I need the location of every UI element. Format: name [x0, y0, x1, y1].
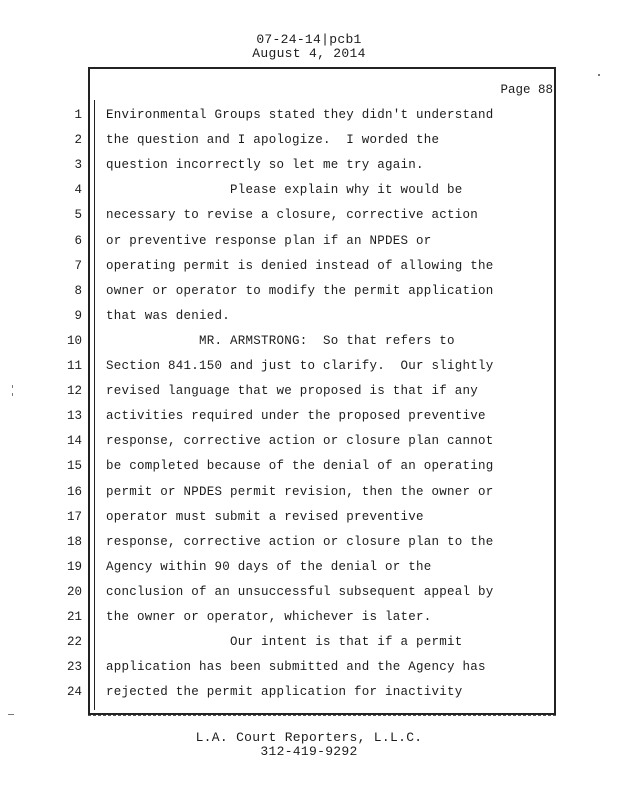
line-number: 3 [74, 158, 82, 172]
line-number: 14 [66, 434, 82, 448]
reporter-company: L.A. Court Reporters, L.L.C. [195, 730, 423, 745]
line-number: 16 [66, 485, 82, 499]
transcript-line: activities required under the proposed preventive [106, 409, 486, 423]
transcript-line: or preventive response plan if an NPDES or [106, 234, 432, 248]
transcript-line: that was denied. [106, 309, 231, 323]
page-frame-bottom-rule [88, 715, 556, 716]
transcript-line: owner or operator to modify the permit application [106, 284, 494, 298]
line-number: 22 [66, 635, 82, 649]
document-id: 07-24-14|pcb1 [256, 32, 362, 47]
transcript-line: revised language that we proposed is that if any [106, 384, 479, 398]
line-number: 21 [66, 610, 82, 624]
line-number: 9 [74, 309, 82, 323]
line-number: 4 [74, 183, 82, 197]
transcript-line: Agency within 90 days of the denial or the [106, 560, 432, 574]
line-number: 7 [74, 259, 82, 273]
transcript-line: be completed because of the denial of an operating [106, 459, 494, 473]
line-number: 8 [74, 284, 82, 298]
transcript-line: operating permit is denied instead of allowing the [106, 259, 494, 273]
reporter-phone: 312-419-9292 [260, 744, 358, 759]
transcript-line: operator must submit a revised preventive [106, 510, 424, 524]
transcript-line: application has been submitted and the Agency has [106, 660, 486, 674]
line-number: 11 [66, 359, 82, 373]
line-number: 12 [66, 384, 82, 398]
transcript-line: conclusion of an unsuccessful subsequent appeal by [106, 585, 494, 599]
scan-speck [12, 385, 13, 388]
line-number: 18 [66, 535, 82, 549]
line-number: 13 [66, 409, 82, 423]
transcript-line: the question and I apologize. I worded the [106, 133, 440, 147]
transcript-line: response, corrective action or closure plan cannot [106, 434, 494, 448]
line-number: 19 [66, 560, 82, 574]
transcript-line: Our intent is that if a permit [106, 635, 463, 649]
scan-speck [8, 714, 14, 715]
line-number: 17 [66, 510, 82, 524]
transcript-line: permit or NPDES permit revision, then the owner or [106, 485, 494, 499]
line-number: 10 [66, 334, 82, 348]
line-number: 20 [66, 585, 82, 599]
page-number: Page 88 [500, 83, 553, 97]
line-number: 6 [74, 234, 82, 248]
transcript-line: Please explain why it would be [106, 183, 463, 197]
transcript-date: August 4, 2014 [252, 46, 366, 61]
transcript-line: response, corrective action or closure plan to the [106, 535, 494, 549]
transcript-line: MR. ARMSTRONG: So that refers to [106, 334, 455, 348]
line-number: 2 [74, 133, 82, 147]
transcript-line: Section 841.150 and just to clarify. Our slightly [106, 359, 494, 373]
line-number: 5 [74, 208, 82, 222]
scan-speck [12, 393, 13, 396]
line-number-margin-rule [94, 100, 95, 710]
transcript-line: Environmental Groups stated they didn't understand [106, 108, 494, 122]
scan-speck [598, 74, 600, 76]
line-number: 24 [66, 685, 82, 699]
line-number: 23 [66, 660, 82, 674]
line-number: 15 [66, 459, 82, 473]
transcript-line: question incorrectly so let me try again. [106, 158, 424, 172]
line-number: 1 [74, 108, 82, 122]
transcript-line: the owner or operator, whichever is later. [106, 610, 432, 624]
transcript-line: rejected the permit application for inactivity [106, 685, 463, 699]
transcript-line: necessary to revise a closure, corrective action [106, 208, 479, 222]
